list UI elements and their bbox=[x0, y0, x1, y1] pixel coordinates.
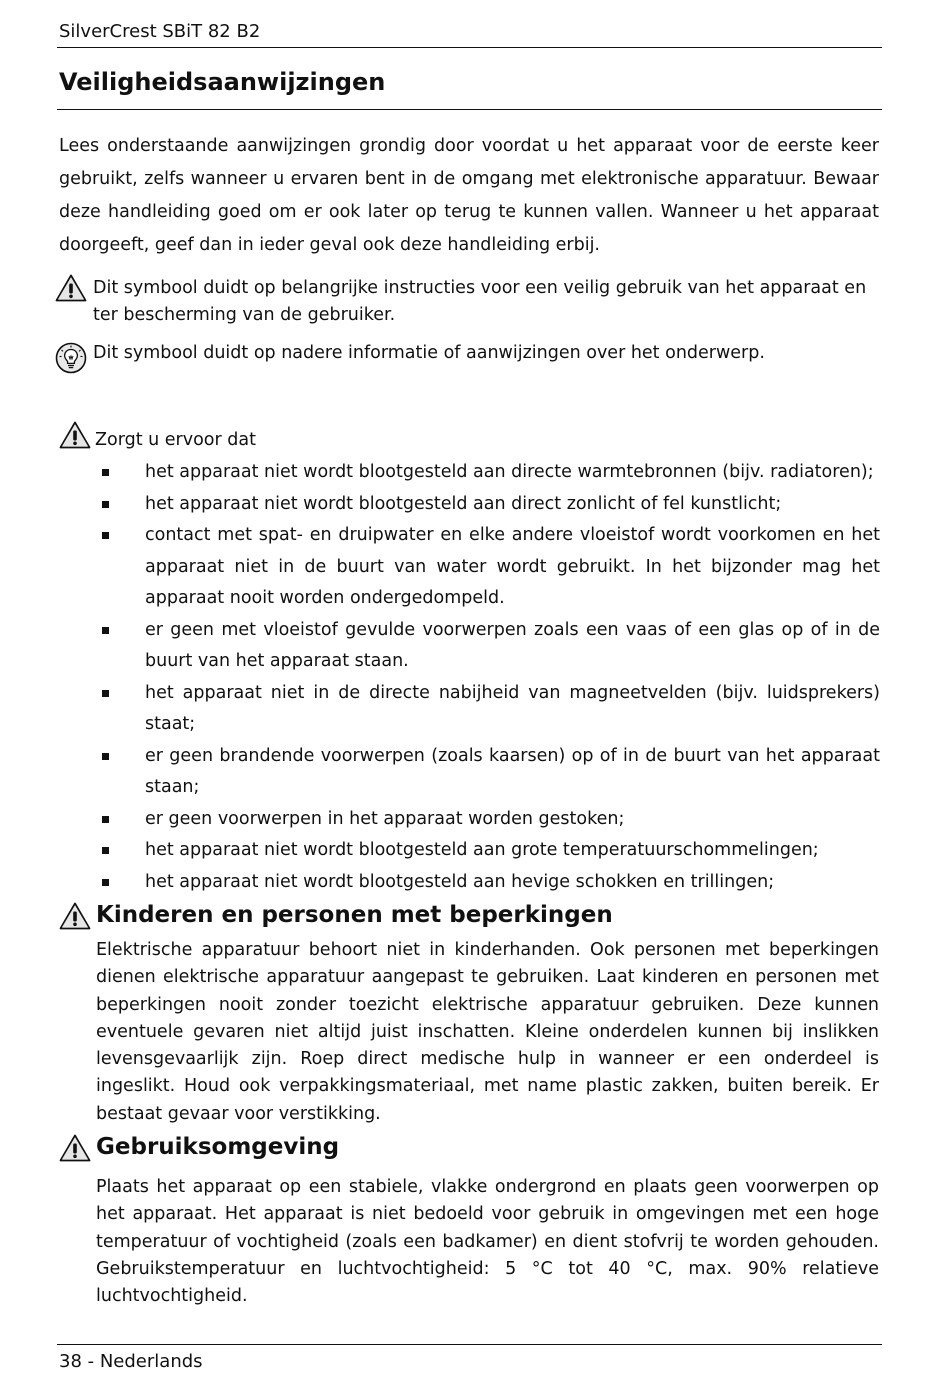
warning-symbol-note: Dit symbool duidt op belangrijke instructies voor een veilig gebruik van het apparaat en ter bescherming van de gebruiker. bbox=[93, 278, 867, 325]
list-item: het apparaat niet wordt blootgesteld aan directe warmtebronnen (bijv. radiatoren); bbox=[100, 457, 880, 489]
list-item: er geen met vloeistof gevulde voorwerpen zoals een vaas of een glas op of in de buurt van het apparaat staan. bbox=[100, 615, 880, 678]
list-item: het apparaat niet wordt blootgesteld aan grote temperatuurschommelingen; bbox=[100, 835, 880, 867]
list-item: contact met spat- en druipwater en elke andere vloeistof wordt voorkomen en het apparaat niet in de buurt van water wordt gebruikt. In het bijzonder mag het apparaat nooit worden ondergedompeld. bbox=[100, 520, 880, 615]
list-item: het apparaat niet wordt blootgesteld aan hevige schokken en trillingen; bbox=[100, 867, 880, 899]
children-section-title: Kinderen en personen met beperkingen bbox=[96, 902, 613, 928]
section-title-rule bbox=[57, 109, 882, 110]
ensure-lead-text: Zorgt u ervoor dat bbox=[95, 430, 256, 450]
footer-rule bbox=[57, 1344, 882, 1345]
warning-triangle-icon bbox=[55, 274, 87, 302]
section-title: Veiligheidsaanwijzingen bbox=[59, 68, 386, 96]
warning-triangle-icon bbox=[58, 1134, 92, 1162]
list-item: er geen brandende voorwerpen (zoals kaarsen) op of in de buurt van het apparaat staan; bbox=[100, 741, 880, 804]
info-symbol-note: Dit symbool duidt op nadere informatie of aanwijzingen over het onderwerp. bbox=[93, 343, 765, 363]
intro-paragraph: Lees onderstaande aanwijzingen grondig door voordat u het apparaat voor de eerste keer gebruikt, zelfs wanneer u ervaren bent in de omgang met elektronische apparatuur. Bewaar deze handleiding goed om er ook later op terug te kunnen vallen. Wanneer u het apparaat doorgeeft, geef dan in ieder geval ook deze handleiding erbij. bbox=[59, 136, 879, 255]
environment-section-text: Plaats het apparaat op een stabiele, vlakke ondergrond en plaats geen voorwerpen op het apparaat. Het apparaat is niet bedoeld voor gebruik in omgevingen met een hoge temperatuur of vochtigheid (zoals een badkamer) en dient stofvrij te worden gehouden. Gebruikstemperatuur en luchtvochtigheid: 5 °C tot 40 °C, max. 90% relatieve luchtvochtigheid. bbox=[96, 1177, 879, 1307]
info-bulb-icon bbox=[55, 342, 87, 374]
list-item: er geen voorwerpen in het apparaat worden gestoken; bbox=[100, 804, 880, 836]
warning-triangle-icon bbox=[58, 421, 92, 449]
list-item: het apparaat niet in de directe nabijheid van magneetvelden (bijv. luidsprekers) staat; bbox=[100, 678, 880, 741]
page-footer: 38 - Nederlands bbox=[59, 1351, 203, 1372]
children-section-text: Elektrische apparatuur behoort niet in kinderhanden. Ook personen met beperkingen dienen elektrische apparatuur aangepast te gebruiken. Laat kinderen en personen met beperkingen nooit zonder toezicht elektrische apparatuur gebruiken. Deze kunnen eventuele gevaren niet altijd juist inschatten. Kleine onderdelen kunnen bij inslikken levensgevaarlijk zijn. Roep direct medische hulp in wanneer er een onderdeel is ingeslikt. Houd ook verpakkingsmateriaal, met name plastic zakken, buiten bereik. Er bestaat gevaar voor verstikking. bbox=[96, 940, 879, 1124]
list-item: het apparaat niet wordt blootgesteld aan direct zonlicht of fel kunstlicht; bbox=[100, 489, 880, 521]
ensure-bullet-list bbox=[100, 457, 880, 898]
header-rule bbox=[57, 47, 882, 48]
environment-section-title: Gebruiksomgeving bbox=[96, 1134, 340, 1160]
warning-triangle-icon bbox=[58, 902, 92, 930]
manual-header-title: SilverCrest SBiT 82 B2 bbox=[59, 21, 261, 42]
